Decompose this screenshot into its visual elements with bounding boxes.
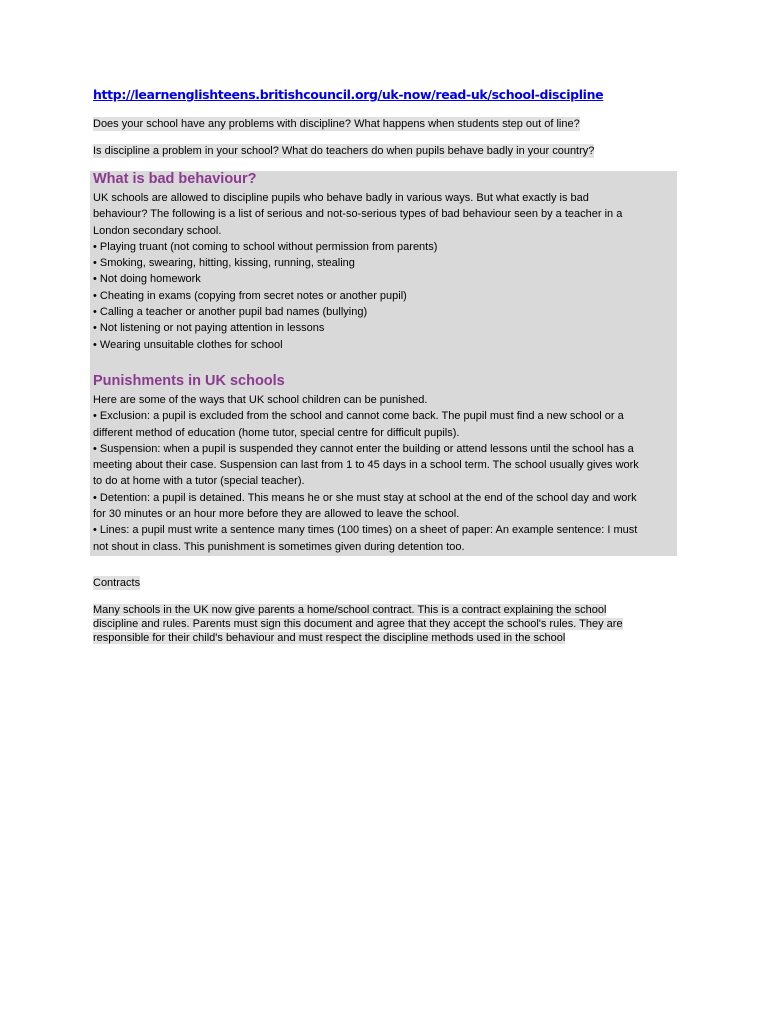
list-item: • Smoking, swearing, hitting, kissing, running, stealing — [93, 257, 355, 270]
question-2: Is discipline a problem in your school? What do teachers do when pupils behave badly in your country? — [93, 145, 595, 157]
text-line: discipline and rules. Parents must sign this document and agree that they accept the school's rules. They are — [93, 618, 623, 630]
text-line: meeting about their case. Suspension can last from 1 to 45 days in a school term. The school usually gives work — [93, 459, 639, 472]
list-item: • Playing truant (not coming to school without permission from parents) — [93, 240, 438, 253]
question-1: Does your school have any problems with discipline? What happens when students step out of line? — [93, 118, 580, 130]
list-item: • Not doing homework — [93, 273, 201, 286]
source-link[interactable]: http://learnenglishteens.britishcouncil.org/uk-now/read-uk/school-discipline — [93, 87, 604, 102]
list-item: • Not listening or not paying attention in lessons — [93, 322, 325, 335]
list-item: • Wearing unsuitable clothes for school — [93, 338, 283, 351]
list-item: • Exclusion: a pupil is excluded from the school and cannot come back. The pupil must find a new school or a — [93, 410, 624, 423]
reading-panel — [90, 171, 677, 556]
text-line: London secondary school. — [93, 224, 222, 237]
text-line: Many schools in the UK now give parents a home/school contract. This is a contract explaining the school — [93, 604, 607, 616]
list-item: • Detention: a pupil is detained. This means he or she must stay at school at the end of the school day and work — [93, 491, 637, 504]
text-line: UK schools are allowed to discipline pupils who behave badly in various ways. But what exactly is bad — [93, 192, 589, 204]
text-line: not shout in class. This punishment is sometimes given during detention too. — [93, 540, 465, 553]
section-body-bad-behaviour — [93, 190, 673, 353]
text-line: different method of education (home tutor, special centre for difficult pupils). — [93, 426, 460, 439]
section-title-bad-behaviour: What is bad behaviour? — [93, 171, 257, 187]
list-item: • Calling a teacher or another pupil bad names (bullying) — [93, 306, 368, 319]
list-item: • Lines: a pupil must write a sentence many times (100 times) on a sheet of paper: An example sentence: I must — [93, 524, 638, 537]
text-line: for 30 minutes or an hour more before they are allowed to leave the school. — [93, 508, 460, 521]
section-title-punishments: Punishments in UK schools — [93, 373, 285, 389]
text-line: Here are some of the ways that UK school children can be punished. — [93, 394, 428, 406]
contracts-body — [93, 603, 623, 645]
text-line: behaviour? The following is a list of serious and not-so-serious types of bad behaviour seen by a teacher in a — [93, 208, 623, 221]
section-body-punishments — [93, 392, 673, 555]
contracts-heading: Contracts — [93, 577, 141, 589]
list-item: • Suspension: when a pupil is suspended they cannot enter the building or attend lessons until the school has a — [93, 442, 634, 455]
text-line: responsible for their child's behaviour and must respect the discipline methods used in the school — [93, 632, 566, 644]
list-item: • Cheating in exams (copying from secret notes or another pupil) — [93, 289, 407, 302]
text-line: to do at home with a tutor (special teacher). — [93, 475, 305, 488]
